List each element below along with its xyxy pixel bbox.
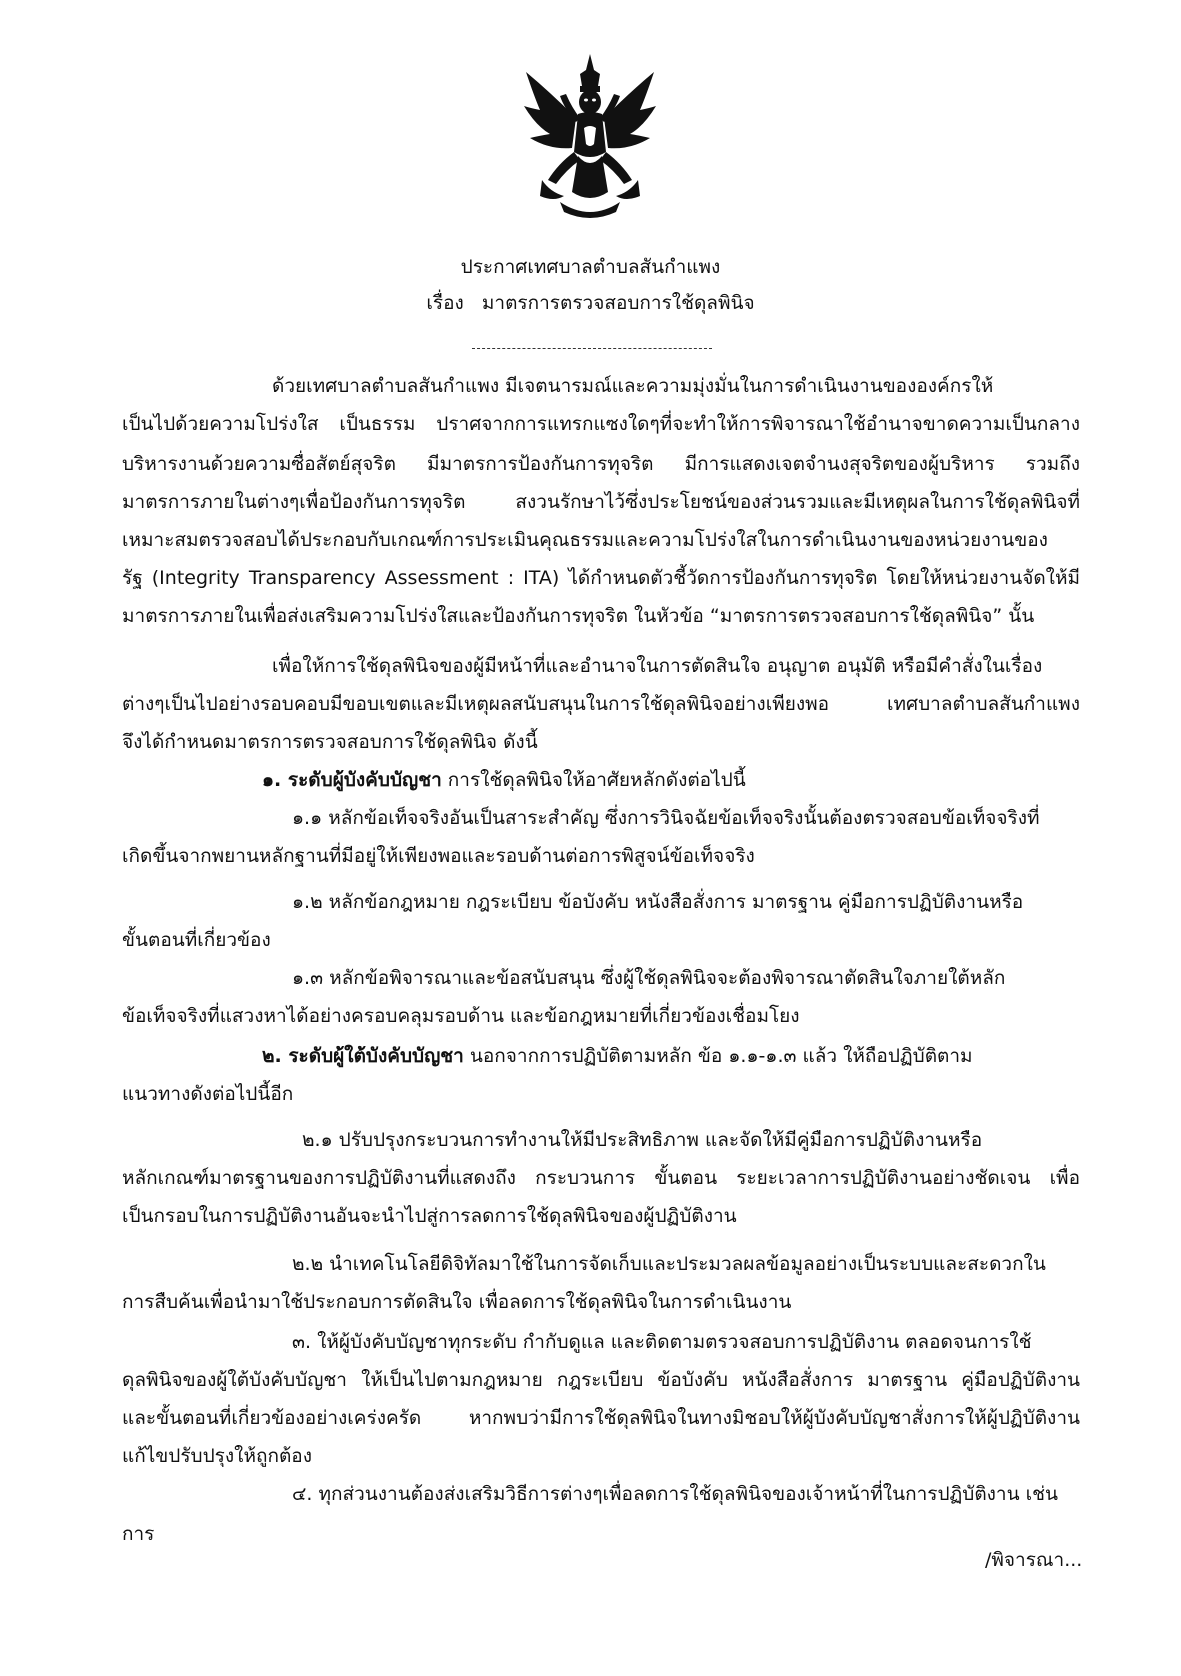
s1-1-line-2: เกิดขึ้นจากพยานหลักฐานที่มีอยู่ให้เพียงพอและรอบด้านต่อการพิสูจน์ข้อเท็จจริง <box>122 845 755 867</box>
s3-line-4: แก้ไขปรับปรุงให้ถูกต้อง <box>122 1445 312 1467</box>
section-2-intro: นอกจากการปฏิบัติตามหลัก ข้อ ๑.๑-๑.๓ แล้ว ให้ถือปฏิบัติตาม <box>463 1045 973 1067</box>
p2-line-2: ต่างๆเป็นไปอย่างรอบคอบมีขอบเขตและมีเหตุผลสนับสนุนในการใช้ดุลพินิจอย่างเพียงพอ เทศบาลตำบลสันกำแพง <box>122 693 1080 715</box>
subject-text: มาตรการตรวจสอบการใช้ดุลพินิจ <box>481 292 755 314</box>
s3-line-3: และขั้นตอนที่เกี่ยวข้องอย่างเคร่งครัด หากพบว่ามีการใช้ดุลพินิจในทางมิชอบให้ผู้บังคับบัญชาสั่งการให้ผู้ปฏิบัติงาน <box>122 1407 1080 1429</box>
s3-line-1: ๓. ให้ผู้บังคับบัญชาทุกระดับ กำกับดูแล และติดตามตรวจสอบการปฏิบัติงาน ตลอดจนการใช้ <box>292 1331 1032 1353</box>
s1-2-line-2: ขั้นตอนที่เกี่ยวข้อง <box>122 929 271 951</box>
p1-line-1: ด้วยเทศบาลตำบลสันกำแพง มีเจตนารมณ์และความมุ่งมั่นในการดำเนินงานขององค์กรให้ <box>272 375 994 397</box>
page-continuation-marker: /พิจารณา... <box>985 1549 1083 1571</box>
section-1-heading <box>262 768 746 792</box>
p1-line-4: มาตรการภายในต่างๆเพื่อป้องกันการทุจริต สงวนรักษาไว้ซึ่งประโยชน์ของส่วนรวมและมีเหตุผลในการใช้ดุลพินิจที่ <box>122 491 1080 513</box>
p1-line-5: เหมาะสมตรวจสอบได้ประกอบกับเกณฑ์การประเมินคุณธรรมและความโปร่งใสในการดำเนินงานของหน่วยงานของ <box>122 529 1048 551</box>
s1-3-line-2: ข้อเท็จจริงที่แสวงหาได้อย่างครอบคลุมรอบด้าน และข้อกฎหมายที่เกี่ยวข้องเชื่อมโยง <box>122 1005 800 1027</box>
s3-line-2: ดุลพินิจของผู้ใต้บังคับบัญชา ให้เป็นไปตามกฎหมาย กฎระเบียบ ข้อบังคับ หนังสือสั่งการ มาตรฐาน คู่มือปฏิบัติงาน <box>122 1369 1080 1391</box>
s2-2-line-2: การสืบค้นเพื่อนำมาใช้ประกอบการตัดสินใจ เพื่อลดการใช้ดุลพินิจในการดำเนินงาน <box>122 1291 792 1313</box>
section-2-heading <box>262 1044 973 1068</box>
garuda-emblem-icon <box>520 52 660 222</box>
p2-line-3: จึงได้กำหนดมาตรการตรวจสอบการใช้ดุลพินิจ ดังนี้ <box>122 731 538 753</box>
p1-line-2: เป็นไปด้วยความโปร่งใส เป็นธรรม ปราศจากการแทรกแซงใดๆที่จะทำให้การพิจารณาใช้อำนาจขาดความเป็นกลาง <box>122 413 1080 435</box>
title-divider <box>472 348 712 349</box>
section-1-title: ๑. ระดับผู้บังคับบัญชา <box>262 769 442 791</box>
s2-1-line-1: ๒.๑ ปรับปรุงกระบวนการทำงานให้มีประสิทธิภาพ และจัดให้มีคู่มือการปฏิบัติงานหรือ <box>302 1129 983 1151</box>
section-2-title: ๒. ระดับผู้ใต้บังคับบัญชา <box>262 1045 464 1067</box>
section-1-intro: การใช้ดุลพินิจให้อาศัยหลักดังต่อไปนี้ <box>441 769 746 791</box>
s1-1-line-1: ๑.๑ หลักข้อเท็จจริงอันเป็นสาระสำคัญ ซึ่งการวินิจฉัยข้อเท็จจริงนั้นต้องตรวจสอบข้อเท็จจริงที่ <box>292 807 1040 829</box>
p1-line-6: รัฐ (Integrity Transparency Assessment : ITA) ได้กำหนดตัวชี้วัดการป้องกันการทุจริต โดยให้หน่วยงานจัดให้มี <box>122 567 1080 589</box>
section-2-continuation: แนวทางดังต่อไปนี้อีก <box>122 1083 294 1105</box>
s2-2-line-1: ๒.๒ นำเทคโนโลยีดิจิทัลมาใช้ในการจัดเก็บและประมวลผลข้อมูลอย่างเป็นระบบและสะดวกใน <box>292 1253 1046 1275</box>
announcement-subject <box>0 288 1181 318</box>
s4-line-1: ๔. ทุกส่วนงานต้องส่งเสริมวิธีการต่างๆเพื่อลดการใช้ดุลพินิจของเจ้าหน้าที่ในการปฏิบัติงาน เช่น <box>292 1483 1059 1505</box>
s2-1-line-2: หลักเกณฑ์มาตรฐานของการปฏิบัติงานที่แสดงถึง กระบวนการ ขั้นตอน ระยะเวลาการปฏิบัติงานอย่างชัดเจน เพื่อ <box>122 1167 1080 1189</box>
s1-2-line-1: ๑.๒ หลักข้อกฎหมาย กฎระเบียบ ข้อบังคับ หนังสือสั่งการ มาตรฐาน คู่มือการปฏิบัติงานหรือ <box>292 891 1024 913</box>
s2-1-line-3: เป็นกรอบในการปฏิบัติงานอันจะนำไปสู่การลดการใช้ดุลพินิจของผู้ปฏิบัติงาน <box>122 1205 737 1227</box>
s4-line-2: การ <box>122 1523 155 1545</box>
announcement-title: ประกาศเทศบาลตำบลสันกำแพง <box>460 256 721 278</box>
p1-line-7: มาตรการภายในเพื่อส่งเสริมความโปร่งใสและป้องกันการทุจริต ในหัวข้อ “มาตรการตรวจสอบการใช้ดุลพินิจ” นั้น <box>122 605 1035 627</box>
p1-line-3: บริหารงานด้วยความซื่อสัตย์สุจริต มีมาตรการป้องกันการทุจริต มีการแสดงเจตจำนงสุจริตของผู้บริหาร รวมถึง <box>122 453 1080 475</box>
s1-3-line-1: ๑.๓ หลักข้อพิจารณาและข้อสนับสนุน ซึ่งผู้ใช้ดุลพินิจจะต้องพิจารณาตัดสินใจภายใต้หลัก <box>292 967 1006 989</box>
p2-line-1: เพื่อให้การใช้ดุลพินิจของผู้มีหน้าที่และอำนาจในการตัดสินใจ อนุญาต อนุมัติ หรือมีคำสั่งในเรื่อง <box>272 655 1043 677</box>
subject-label: เรื่อง <box>426 292 464 314</box>
